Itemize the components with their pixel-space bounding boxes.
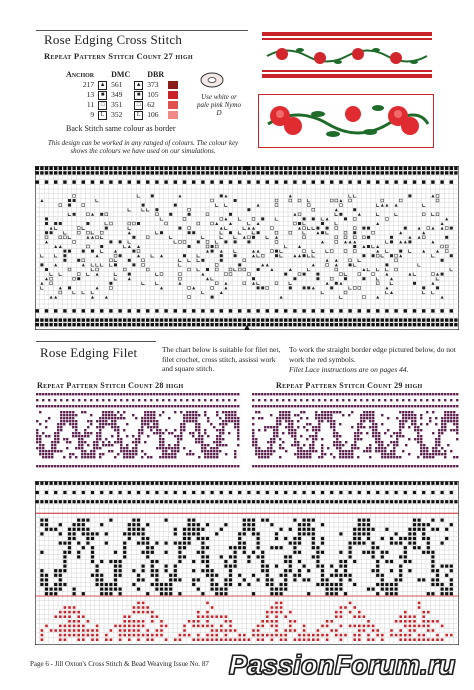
section1-title: Rose Edging Cross Stitch: [44, 32, 183, 47]
page-footer: Page 6 - Jill Oxton's Cross Stitch & Bead Weaving Issue No. 87: [30, 660, 209, 668]
thread-spool-icon: [199, 70, 225, 90]
filet-lace-left-picture: [36, 393, 242, 471]
design-note: This design can be worked in any ranged of colours. The colour key shows the colours we have used on our simulations.: [47, 139, 239, 155]
lace-note: Filet Lace instructions are on pages 44.: [289, 365, 409, 374]
cross-stitch-chart: [35, 166, 459, 330]
rose-border-thumbnail: [262, 30, 432, 80]
key-header-anchor: Anchor: [66, 70, 95, 79]
color-swatch: [168, 101, 178, 109]
filet-chart: [35, 481, 459, 645]
key-row: 13 ■ 349 ■ 105: [64, 90, 180, 100]
key-row: 11 □ 351 □ 62: [64, 100, 180, 110]
left-filet-heading: Repeat Pattern Stitch Count 28 high: [37, 381, 184, 390]
key-header-dbr: DBR: [147, 70, 165, 79]
key-row: 9 L 352 L 106: [64, 110, 180, 120]
colour-key: [64, 70, 180, 120]
key-header-dmc: DMC: [111, 70, 131, 79]
right-filet-heading: Repeat Pattern Stitch Count 29 high: [276, 381, 423, 390]
filet-intro: The chart below is suitable for filet net, filet crochet, cross stitch, assissi work and square stitch.: [162, 345, 281, 373]
color-swatch: [168, 81, 178, 89]
color-swatch: [168, 91, 178, 99]
section1-subtitle: Repeat Pattern Stitch Count 27 high: [44, 51, 193, 61]
filet-lace-right-picture: [252, 393, 460, 473]
thread-note: Use white or pale pink Nymo D: [197, 93, 241, 117]
rose-closeup-picture: [258, 94, 434, 148]
section2-title: Rose Edging Filet: [40, 345, 138, 360]
key-row: 217 ▲ 561 ▲ 373: [64, 80, 180, 90]
watermark: PassionForum.ru: [229, 650, 456, 680]
border-note: To work the straight border edge pictured below, do not work the red symbols.: [289, 345, 456, 364]
backstitch-note: Back Stitch same colour as border: [66, 124, 176, 133]
color-swatch: [168, 111, 178, 119]
